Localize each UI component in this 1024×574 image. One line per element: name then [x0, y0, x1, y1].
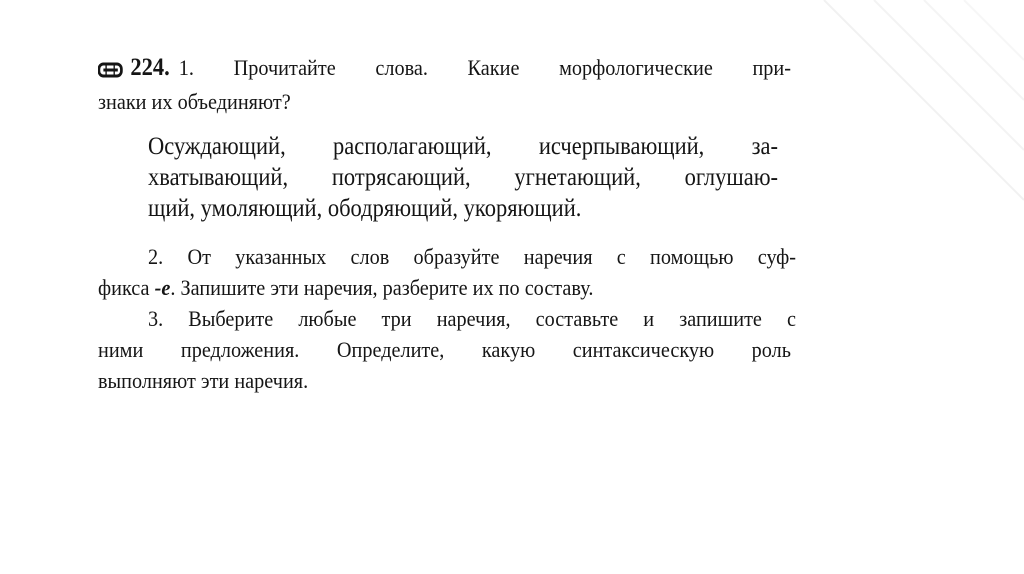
task3-line1: 3. Выберите любые три наречия, составьте и запишите с [148, 306, 796, 331]
task3-line3: выполняют эти наречия. [98, 368, 309, 393]
exercise-number: 224. [130, 54, 170, 81]
pencil-icon [98, 55, 123, 86]
task1-line2: знаки их объединяют? [98, 89, 291, 114]
task2-line2-after: . Запишите эти наречия, разберите их по составу. [170, 275, 594, 300]
exercise-224 [98, 52, 798, 396]
words-line-2: хватывающий, потрясающий, угнетающий, оглушаю- [148, 164, 778, 191]
task3-line2: ними предложения. Определите, какую синтаксическую роль [98, 337, 791, 362]
task1-text-line1: Прочитайте слова. Какие морфологические при- [233, 55, 792, 80]
task1-line1 [98, 52, 791, 86]
tasks-block [98, 241, 798, 396]
words-line-1: Осуждающий, располагающий, исчерпывающий, за- [148, 133, 778, 160]
task2-line1: 2. От указанных слов образуйте наречия с помощью суф- [148, 244, 796, 269]
words-list [148, 131, 798, 224]
task1-number: 1. [178, 55, 194, 80]
task2-line2-before: фикса [98, 275, 155, 300]
task2-line2 [98, 272, 791, 303]
corner-decoration [764, 0, 1024, 260]
words-line-3: щий, умоляющий, ободряющий, укоряющий. [148, 195, 582, 222]
suffix-e: -е [154, 275, 171, 300]
